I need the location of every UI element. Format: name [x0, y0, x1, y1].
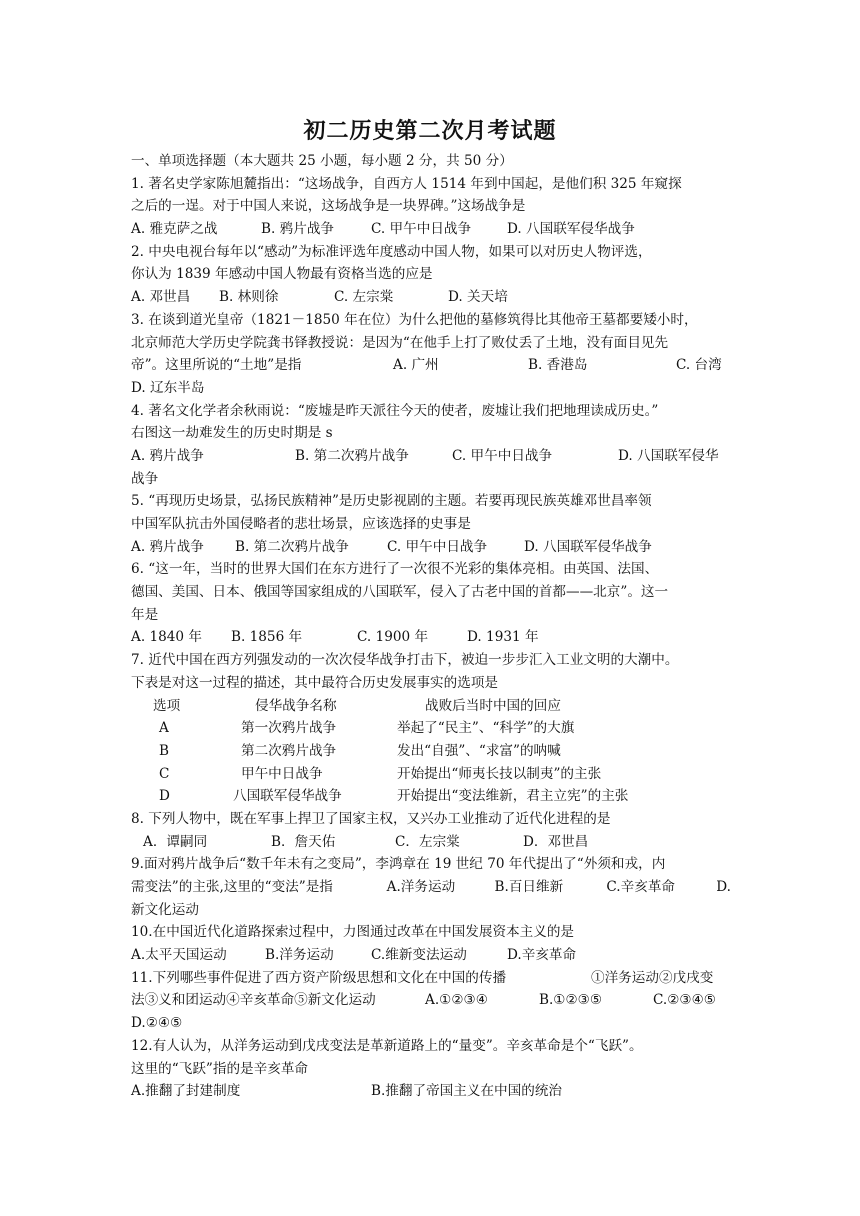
table-header-war: 侵华战争名称 [255, 697, 337, 714]
table-row [131, 717, 731, 740]
q1-option-a: A. 雅克萨之战 [131, 221, 218, 238]
q4-option-d-continued: 战争 [131, 470, 159, 487]
q2-option-d: D. 关天培 [448, 289, 508, 306]
question-3-line-3-text: 帝”。这里所说的“土地”是指 [131, 357, 302, 374]
question-7-line-1: 7. 近代中国在西方列强发动的一次次侵华战争打击下，被迫一步步汇入工业文明的大潮中。 [131, 652, 679, 669]
question-11-line-1 [131, 967, 731, 990]
page-title: 初二历史第二次月考试题 [303, 119, 557, 144]
question-9-line-2 [131, 876, 731, 899]
q9-option-c: C.辛亥革命 [606, 879, 676, 895]
q11-option-b: B.①②③⑤ [539, 992, 603, 1009]
question-11-line-2 [131, 989, 731, 1012]
question-7-table [131, 695, 731, 808]
q9-option-d: D. [716, 879, 731, 895]
q11-option-a: A.①②③④ [425, 992, 488, 1009]
question-5-options [131, 536, 731, 559]
question-8-line-1: 8. 下列人物中，既在军事上捍卫了国家主权，又兴办工业推动了近代化进程的是 [131, 810, 611, 827]
q2-option-c: C. 左宗棠 [334, 289, 394, 306]
q8-option-c: C．左宗棠 [395, 833, 460, 850]
q3-option-a: A. 广州 [393, 357, 439, 374]
q8-option-d: D．邓世昌 [523, 833, 589, 850]
q9-option-a: A.洋务运动 [386, 879, 456, 895]
question-2-line-2: 你认为 1839 年感动中国人物最有资格当选的应是 [131, 266, 433, 283]
q3-option-d: D. 辽东半岛 [131, 379, 205, 396]
q4-option-c: C. 甲午中日战争 [452, 447, 553, 464]
question-2-line-1: 2. 中央电视台每年以“感动”为标准评选年度感动中国人物，如果可以对历史人物评选， [131, 243, 652, 260]
q12-option-b: B.推翻了帝国主义在中国的统治 [371, 1083, 563, 1100]
q9-option-b: B.百日维新 [494, 879, 564, 895]
table-header-row [131, 695, 731, 718]
table-row [131, 785, 731, 808]
table-header-option: 选项 [153, 697, 181, 714]
q1-option-d: D. 八国联军侵华战争 [507, 221, 635, 238]
table-cell-war: 甲午中日战争 [241, 765, 323, 782]
q4-option-b: B. 第二次鸦片战争 [295, 447, 409, 464]
q8-option-b: B．詹天佑 [271, 833, 336, 850]
question-3-line-2: 北京师范大学历史学院龚书铎教授说：是因为“在他手上打了败仗丢了土地，没有面目见先 [131, 334, 669, 351]
question-1-line-1: 1. 著名史学家陈旭麓指出：“这场战争，自西方人 1514 年到中国起，是他们积 325 年窥探 [131, 175, 682, 192]
q10-option-d: D.辛亥革命 [507, 947, 577, 964]
question-4-line-1: 4. 著名文化学者余秋雨说：“废墟是昨天派往今天的使者，废墟让我们把地理读成历史。” [131, 402, 659, 419]
question-12-line-2: 这里的“飞跃”指的是辛亥革命 [131, 1060, 309, 1077]
table-cell-response: 发出“自强”、“求富”的呐喊 [397, 742, 561, 759]
q9-option-d-continued: 新文化运动 [131, 901, 199, 918]
q10-option-c: C.维新变法运动 [371, 947, 467, 964]
question-12-options [131, 1080, 731, 1103]
q5-option-c: C. 甲午中日战争 [387, 538, 488, 555]
question-4-line-2: 右图这一劫难发生的历史时期是 s [131, 425, 333, 442]
q5-option-d: D. 八国联军侵华战争 [524, 538, 652, 555]
question-2-options [131, 286, 731, 309]
question-5-line-1: 5. “再现历史场景，弘扬民族精神”是历史影视剧的主题。若要再现民族英雄邓世昌率领 [131, 493, 652, 510]
question-11-line-1-items: ①洋务运动②戊戌变 [591, 969, 714, 986]
question-11-line-1-text: 11.下列哪些事件促进了西方资产阶级思想和文化在中国的传播 [131, 969, 507, 986]
table-cell-war: 第二次鸦片战争 [241, 742, 337, 759]
q10-option-a: A.太平天国运动 [131, 947, 227, 964]
q8-option-a: A．谭嗣同 [143, 833, 208, 850]
question-1-options [131, 218, 731, 241]
section-heading: 一、单项选择题（本大题共 25 小题，每小题 2 分，共 50 分） [131, 153, 513, 169]
exam-content [131, 150, 731, 1103]
question-9-line-1: 9.面对鸦片战争后“数千年未有之变局”，李鸿章在 19 世纪 70 年代提出了“外须和戎，内 [131, 856, 666, 873]
question-5-line-2: 中国军队抗击外国侵略者的悲壮场景，应该选择的史事是 [131, 516, 471, 532]
table-cell-war: 第一次鸦片战争 [241, 720, 337, 737]
question-3-line-3 [131, 354, 731, 377]
table-cell-response: 开始提出“师夷长技以制夷”的主张 [397, 765, 602, 782]
question-4-options [131, 445, 731, 468]
q10-option-b: B.洋务运动 [265, 947, 334, 964]
question-8-options [131, 831, 731, 854]
question-6-line-2: 德国、美国、日本、俄国等国家组成的八国联军，侵入了古老中国的首都——北京”。这一 [131, 584, 669, 601]
q6-option-a: A. 1840 年 [131, 629, 202, 646]
question-6-line-1: 6. “这一年，当时的世界大国们在东方进行了一次很不光彩的集体亮相。由英国、法国、 [131, 561, 659, 578]
q3-option-b: B. 香港岛 [528, 357, 588, 374]
q6-option-b: B. 1856 年 [231, 629, 303, 646]
q5-option-b: B. 第二次鸦片战争 [235, 538, 349, 555]
question-6-options [131, 626, 731, 649]
table-row [131, 763, 731, 786]
question-10-options [131, 944, 731, 967]
q2-option-b: B. 林则徐 [219, 289, 279, 306]
table-cell-response: 开始提出“变法维新，君主立宪”的主张 [397, 788, 629, 805]
q5-option-a: A. 鸦片战争 [131, 538, 204, 555]
question-11-line-2-text: 法③义和团运动④辛亥革命⑤新文化运动 [131, 992, 376, 1009]
question-6-line-3: 年是 [131, 606, 159, 623]
table-cell-option: B [159, 742, 169, 759]
table-cell-option: A [159, 720, 169, 737]
question-9-line-2-text: 需变法”的主张,这里的“变法”是指 [131, 879, 333, 895]
q6-option-c: C. 1900 年 [357, 629, 429, 646]
question-12-line-1: 12.有人认为，从洋务运动到戊戌变法是革新道路上的“量变”。辛亥革命是个“飞跃”。 [131, 1037, 643, 1054]
question-1-line-2: 之后的一逞。对于中国人来说，这场战争是一块界碑。”这场战争是 [131, 198, 526, 215]
question-3-line-1: 3. 在谈到道光皇帝（1821－1850 年在位）为什么把他的墓修筑得比其他帝王墓都要矮小时， [131, 311, 698, 328]
q4-option-a: A. 鸦片战争 [131, 447, 204, 464]
table-row [131, 740, 731, 763]
q2-option-a: A. 邓世昌 [131, 289, 191, 306]
q12-option-a: A.推翻了封建制度 [131, 1083, 241, 1100]
table-cell-option: D [159, 788, 170, 805]
table-cell-option: C [159, 765, 170, 782]
q11-option-c: C.②③④⑤ [653, 992, 716, 1009]
table-cell-response: 举起了“民主”、“科学”的大旗 [397, 720, 575, 737]
q6-option-d: D. 1931 年 [467, 629, 539, 646]
table-cell-war: 八国联军侵华战争 [233, 788, 342, 805]
q3-option-c: C. 台湾 [676, 357, 722, 374]
question-10-line-1: 10.在中国近代化道路探索过程中，力图通过改革在中国发展资本主义的是 [131, 924, 575, 941]
q4-option-d: D. 八国联军侵华 [618, 447, 719, 464]
table-header-response: 战败后当时中国的回应 [425, 697, 561, 714]
q11-option-d: D.②④⑤ [131, 1015, 183, 1032]
question-7-line-2: 下表是对这一过程的描述，其中最符合历史发展事实的选项是 [131, 674, 499, 691]
q1-option-c: C. 甲午中日战争 [371, 221, 472, 238]
q1-option-b: B. 鸦片战争 [261, 221, 335, 238]
